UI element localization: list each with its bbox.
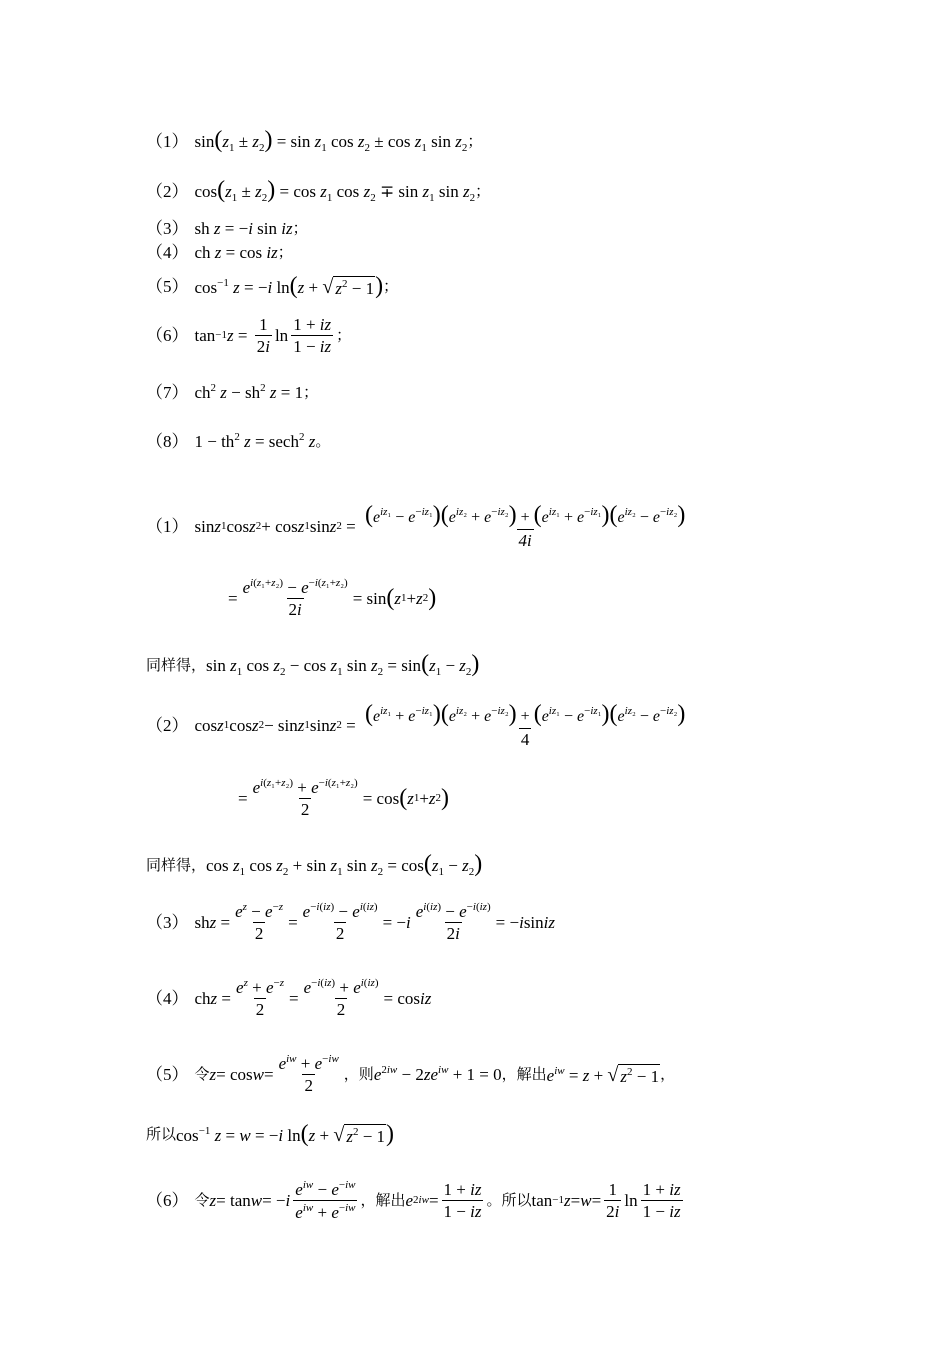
proof-3	[146, 902, 555, 942]
identity-5-formula: $\cos^{-1} z = -i$ ln(z + √ $z^2 - 1$ )	[194, 273, 384, 299]
proof-2-likewise	[146, 852, 482, 878]
identity-4-formula: ch z = cos iz	[194, 243, 278, 262]
proof-2-step-2	[238, 778, 449, 818]
identity-2-suffix: ；	[475, 181, 491, 200]
identity-6	[146, 316, 351, 355]
proof-5-comma: ，	[660, 1064, 676, 1083]
proof-5-then: ，则	[343, 1064, 374, 1083]
identity-1-label: （1）	[146, 131, 189, 151]
identity-5-suffix: ；	[383, 276, 399, 295]
identity-2-label: （2）	[146, 181, 189, 201]
proof-5-let: 令	[194, 1064, 210, 1083]
proof-6-formula-b: e 2iw = $\frac{1 + iz}{1 - iz}$	[405, 1180, 482, 1221]
proof-3-formula: sh z = $\frac{e^z - e^{-z}}{2}$ = $\frac{e^{-i(iz)} - e^{i(iz)}}{2}$ = − i $\frac{e^{i(iz)} - e^{-i(iz)}}{2i}$ = − i sin iz	[194, 901, 555, 943]
identity-2	[146, 178, 490, 204]
identity-4-suffix: ；	[277, 243, 293, 261]
identity-3-label: （3）	[146, 219, 189, 238]
proof-2-likewise-text: 同样得，	[146, 855, 207, 874]
identity-7-label: （7）	[146, 382, 189, 402]
proof-2-likewise-formula: $\cos z_1$ $\cos z_2 + \sin z_1$ $\sin z_2 = \cos(z_1 - z_2)$	[206, 851, 483, 878]
proof-1	[146, 503, 690, 549]
proof-5-conclusion	[146, 1122, 394, 1146]
proof-5-formula-a: z = cos w = $\frac{e^{iw} + e^{-iw}}{2}$	[209, 1053, 339, 1095]
proof-2-label: （2）	[146, 715, 189, 735]
proof-1-likewise-formula: $\sin z_1$ $\cos z_2 - \cos z_1$ $\sin z_2 = \sin(z_1 - z_2)$	[206, 651, 480, 678]
proof-4-label: （4）	[146, 988, 189, 1008]
proof-2-formula: cos z 1 cos z 2 − sin z 1 sin z 2 = $\frac{(e^{iz_1} + e^{-iz_1})(e^{iz_2} + e^{-iz_2}) + (e^{iz_1} - e^{-iz_1})(e^{iz_2} - e^{-iz_2})}{4}$	[194, 701, 686, 749]
proof-5	[146, 1054, 675, 1094]
identity-4-label: （4）	[146, 243, 189, 262]
proof-1-step-2	[228, 578, 436, 618]
proof-1-label: （1）	[146, 516, 189, 536]
proof-6-so: 。所以	[486, 1191, 532, 1209]
proof-1-likewise-text: 同样得，	[146, 655, 207, 674]
identity-7-formula: $ch^2$ $z - sh^2$ z = 1	[194, 382, 304, 402]
proof-6-let: 令	[194, 1191, 210, 1209]
proof-6-formula-a: z = tan w = − i $\frac{e^{iw} - e^{-iw}}{e^{iw} + e^{-iw}}$	[209, 1179, 356, 1222]
proof-6-formula-c: tan −1 z = w = $\frac{1}{2i}$ ln $\frac{1 + iz}{1 - iz}$	[531, 1180, 681, 1221]
proof-5-so: 所以	[146, 1124, 177, 1143]
proof-1-formula: sin z 1 cos z 2 + cos z 1 sin z 2 = $\frac{(e^{iz_1} - e^{-iz_1})(e^{iz_2} + e^{-iz_2}) + (e^{iz_1} + e^{-iz_1})(e^{iz_2} - e^{-iz_2})}{4i}$	[194, 502, 686, 550]
proof-5-conclusion-formula: $\cos^{-1} z = w = -i$ ln(z + √ $z^2 - 1$ )	[176, 1121, 395, 1147]
proof-6-solve: ，解出	[360, 1191, 406, 1209]
identity-6-formula: tan −1 z = $\frac{1}{2i}$ ln $\frac{1 + iz}{1 - iz}$	[194, 315, 332, 356]
identity-4	[146, 244, 293, 261]
identity-1	[146, 128, 482, 154]
proof-2-denominator: 4	[520, 730, 530, 749]
proof-6	[146, 1180, 686, 1221]
identity-5	[146, 274, 398, 298]
identity-3-formula: sh z = −i sin iz	[194, 219, 293, 238]
identity-6-label: （6）	[146, 326, 189, 345]
proof-5-label: （5）	[146, 1064, 189, 1084]
proof-5-formula-c: $e^{iw} = z$ + √ $z^2 - 1$	[546, 1063, 660, 1086]
identity-8-label: （8）	[146, 431, 189, 451]
proof-5-solve: ，解出	[501, 1064, 547, 1083]
proof-2	[146, 702, 690, 748]
identity-8-suffix: 。	[315, 431, 331, 450]
identity-1-formula: $\sin(z_1 \pm z_2) = \sin z_1$ $\cos z_2 \pm \cos z_1$ $\sin z_2$	[194, 127, 468, 154]
proof-2-step-2-formula: = $\frac{e^{i(z_1+z_2)} + e^{-i(z_1+z_2)}}{2}$ = cos ( z 1 + z 2 )	[238, 777, 450, 819]
identity-3-suffix: ；	[292, 219, 308, 237]
identity-7-suffix: ；	[303, 382, 319, 401]
identity-5-label: （5）	[146, 276, 189, 296]
proof-1-likewise	[146, 652, 479, 678]
proof-1-denominator: 4i	[518, 531, 532, 550]
proof-3-label: （3）	[146, 912, 189, 932]
identity-7	[146, 383, 318, 401]
identity-8-formula: $1 - th^2$ z = sech$^2$ z	[194, 431, 316, 451]
proof-6-label: （6）	[146, 1191, 189, 1210]
identity-1-suffix: ；	[467, 131, 483, 150]
identity-3	[146, 220, 308, 237]
identity-2-formula: $\cos(z_1 \pm z_2) = \cos z_1$ $\cos z_2 \mp \sin z_1$ $\sin z_2$	[194, 177, 476, 204]
proof-4-formula: ch z = $\frac{e^z + e^{-z}}{2}$ = $\frac{e^{-i(iz)} + e^{i(iz)}}{2}$ = cos iz	[194, 977, 432, 1019]
identity-6-suffix: ；	[336, 326, 352, 344]
proof-1-step-2-formula: = $\frac{e^{i(z_1+z_2)} - e^{-i(z_1+z_2)}}{2i}$ = sin ( z 1 + z 2 )	[228, 577, 437, 619]
proof-5-formula-b: $e^{2iw} - 2ze^{iw} + 1 = 0$	[373, 1064, 502, 1084]
proof-4	[146, 978, 431, 1018]
identity-8	[146, 432, 330, 450]
